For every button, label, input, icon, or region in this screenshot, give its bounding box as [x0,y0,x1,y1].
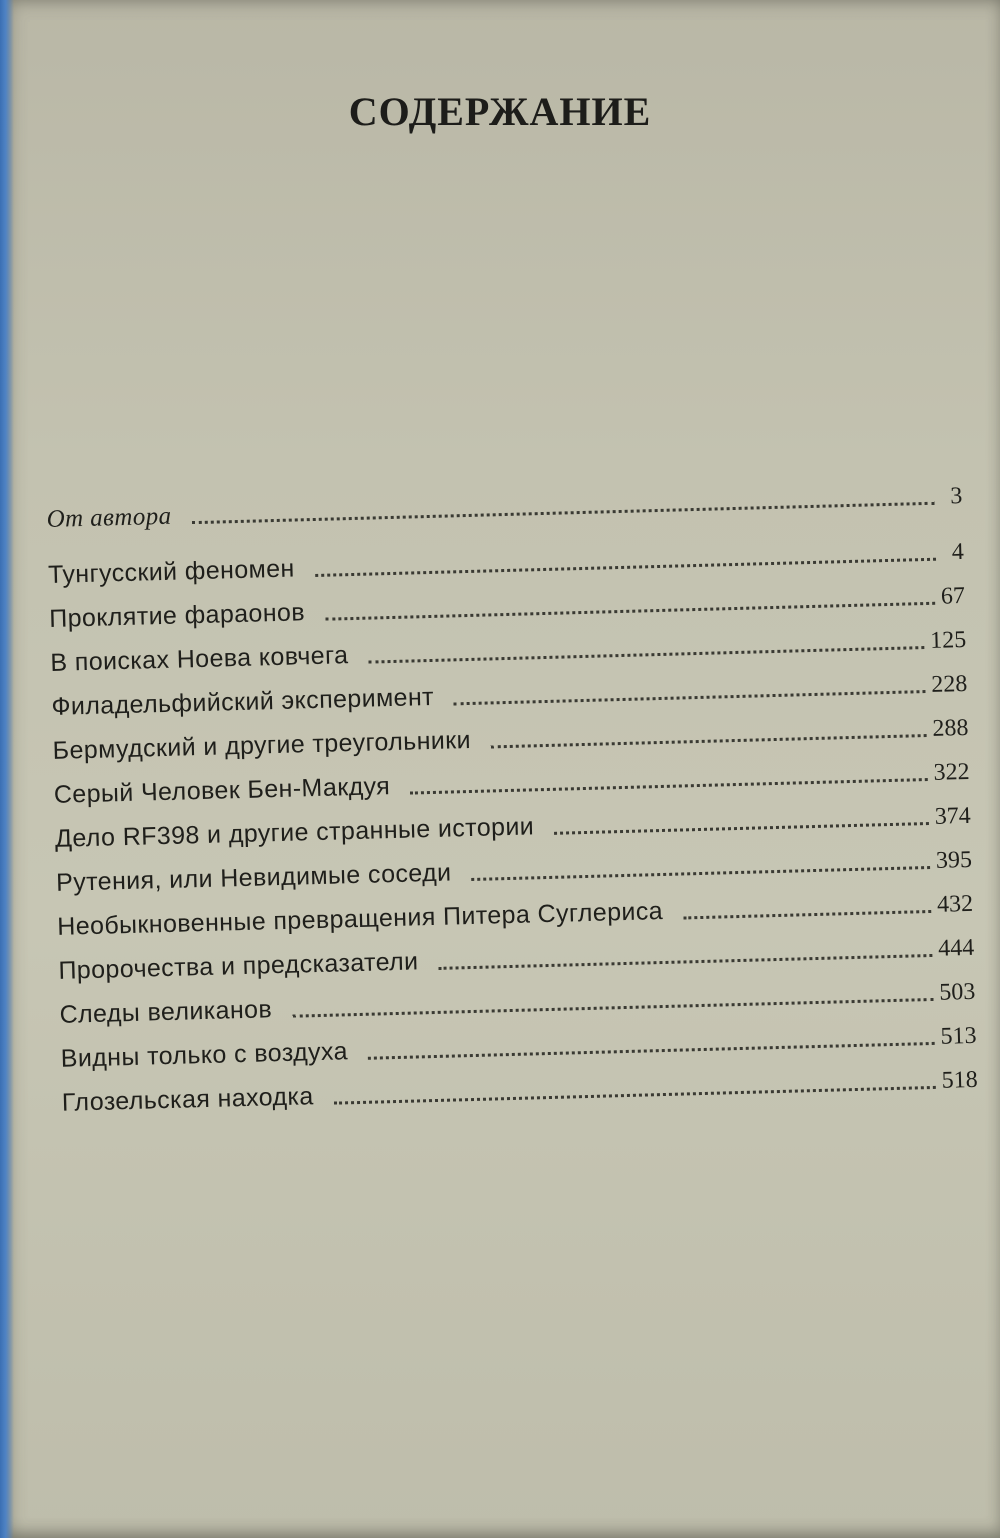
toc-entry-page: 444 [937,934,975,962]
toc-entry-title: Проклятие фараонов [48,598,306,633]
toc-entry-page: 4 [951,538,965,566]
toc-entry-title: Бермудский и другие треугольники [52,725,472,765]
toc-dot-leader [192,501,935,524]
toc-entry-page: 513 [940,1022,977,1050]
toc-entry-title: Следы великанов [59,995,273,1029]
toc-dot-leader [683,909,931,919]
toc-entry-title: Дело RF398 и другие странные истории [54,812,535,853]
toc-entry-page: 503 [939,978,976,1006]
toc-entry-title: Филадельфийский эксперимент [51,682,435,721]
toc-entry-page: 432 [936,890,974,918]
toc-entry-title: От автора [46,502,172,533]
toc-entry-title: Пророчества и предсказатели [58,947,419,985]
toc-entry-title: Тунгусский феномен [47,554,296,589]
toc-entry-page: 67 [940,582,966,610]
toc-entry-title: В поисках Ноева ковчега [50,641,349,677]
toc-dot-leader [334,1085,936,1105]
toc-entry-title: Серый Человек Бен-Макдуя [53,772,391,809]
toc-entry-page: 518 [941,1066,978,1094]
toc-entry-title: Необыкновенные превращения Питера Суглериса [56,896,664,941]
toc-entry-page: 288 [932,714,969,742]
toc-entry-page: 395 [935,846,973,874]
toc-entry-title: Рутения, или Невидимые соседи [55,858,452,897]
toc-entry [46,470,963,534]
toc-entry-page: 125 [929,626,967,654]
page-title: СОДЕРЖАНИЕ [348,89,652,134]
toc-entry-page: 322 [933,758,970,786]
table-of-contents [46,470,978,1118]
toc-entry-page: 3 [950,483,963,510]
toc-entry-page: 374 [934,802,972,830]
book-cover-edge [0,0,14,1538]
toc-entry-title: Глозельская находка [61,1082,314,1117]
toc-entry-page: 228 [930,670,968,698]
toc-entry-title: Видны только с воздуха [60,1037,349,1073]
